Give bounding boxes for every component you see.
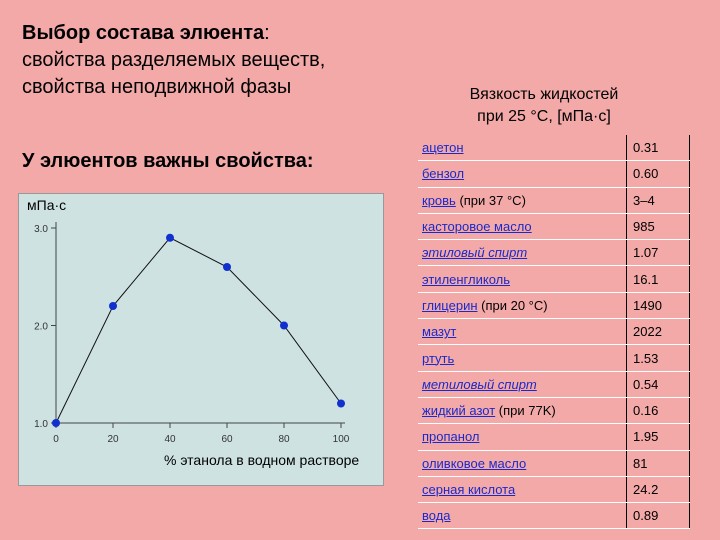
liquid-link[interactable]: мазут <box>422 324 457 340</box>
liquid-link[interactable]: глицерин <box>422 297 478 313</box>
table-row <box>418 292 690 318</box>
x-tick-label: 80 <box>278 434 290 445</box>
liquid-condition-note: (при 77K) <box>495 403 556 419</box>
y-tick-label: 2.0 <box>34 321 48 333</box>
viscosity-value: 81 <box>627 450 690 476</box>
viscosity-value: 0.31 <box>627 135 690 161</box>
x-tick-label: 100 <box>332 434 350 445</box>
liquid-name-cell <box>418 345 627 371</box>
liquid-name-cell <box>418 187 627 213</box>
y-tick-label: 3.0 <box>34 224 48 235</box>
slide-title <box>22 20 325 101</box>
title-line2: свойства разделяемых веществ, <box>22 49 326 71</box>
title-line1: Выбор состава элюента <box>22 22 265 44</box>
liquid-link[interactable]: оливковое масло <box>422 455 527 471</box>
liquid-link[interactable]: вода <box>422 508 451 524</box>
title-line3: свойства неподвижной фазы <box>22 76 292 98</box>
viscosity-value: 985 <box>627 213 690 239</box>
liquid-name-cell <box>418 371 627 397</box>
chart-svg <box>19 194 385 487</box>
liquid-name-cell <box>418 450 627 476</box>
series-line <box>56 238 341 423</box>
liquid-link[interactable]: этиловый спирт <box>422 245 528 261</box>
viscosity-value: 2022 <box>627 319 690 345</box>
liquid-link[interactable]: касторовое масло <box>422 219 532 235</box>
table-row <box>418 476 690 502</box>
table-row <box>418 503 690 529</box>
liquid-name-cell <box>418 476 627 502</box>
data-point <box>223 263 231 271</box>
viscosity-value: 0.16 <box>627 397 690 423</box>
data-point <box>52 419 60 427</box>
data-point <box>337 400 345 408</box>
table-row <box>418 135 690 161</box>
liquid-link[interactable]: метиловый спирт <box>422 376 537 392</box>
table-row <box>418 161 690 187</box>
table-row <box>418 240 690 266</box>
liquid-condition-note: (при 20 °С) <box>477 297 548 313</box>
table-row <box>418 266 690 292</box>
x-axis-label: % этанола в водном растворе <box>164 452 360 468</box>
liquid-link[interactable]: бензол <box>422 166 465 182</box>
table-row <box>418 213 690 239</box>
viscosity-value: 1.95 <box>627 424 690 450</box>
x-tick-label: 20 <box>107 434 119 445</box>
liquid-name-cell <box>418 503 627 529</box>
table-caption-line2: при 25 °С, [мПа·с] <box>477 108 611 125</box>
table-row <box>418 397 690 423</box>
liquid-link[interactable]: серная кислота <box>422 482 516 497</box>
table-row <box>418 187 690 213</box>
y-tick-label: 1.0 <box>34 419 48 430</box>
table-row <box>418 424 690 450</box>
eluent-properties-heading: У элюентов важны свойства: <box>22 150 314 172</box>
viscosity-value: 1.07 <box>627 240 690 266</box>
data-point <box>166 234 174 242</box>
data-point <box>109 302 117 310</box>
viscosity-value: 1.53 <box>627 345 690 371</box>
y-axis-label: мПа·с <box>27 197 67 213</box>
viscosity-value: 1490 <box>627 292 690 318</box>
table-row <box>418 319 690 345</box>
x-tick-label: 0 <box>53 434 59 445</box>
table-caption-line1: Вязкость жидкостей <box>469 86 619 103</box>
liquid-link[interactable]: этиленгликоль <box>422 271 510 287</box>
liquid-name-cell <box>418 135 627 161</box>
table-row <box>418 450 690 476</box>
viscosity-value: 16.1 <box>627 266 690 292</box>
liquid-name-cell <box>418 213 627 239</box>
liquid-name-cell <box>418 240 627 266</box>
liquid-link[interactable]: пропанол <box>422 429 480 445</box>
viscosity-value: 0.60 <box>627 161 690 187</box>
liquid-condition-note: (при 37 °С) <box>455 192 526 208</box>
viscosity-table <box>418 135 690 529</box>
viscosity-value: 0.54 <box>627 371 690 397</box>
data-point <box>280 322 288 330</box>
liquid-name-cell <box>418 319 627 345</box>
viscosity-chart <box>18 193 384 486</box>
x-tick-label: 60 <box>221 434 233 445</box>
viscosity-value: 3–4 <box>627 187 690 213</box>
x-tick-label: 40 <box>164 434 176 445</box>
table-caption <box>426 84 662 128</box>
liquid-name-cell <box>418 266 627 292</box>
viscosity-value: 24.2 <box>627 476 690 502</box>
liquid-name-cell <box>418 161 627 187</box>
table-row <box>418 345 690 371</box>
liquid-name-cell <box>418 397 627 423</box>
table-row <box>418 371 690 397</box>
title-colon: : <box>264 22 270 44</box>
liquid-name-cell <box>418 292 627 318</box>
liquid-link[interactable]: жидкий азот <box>422 403 496 419</box>
liquid-name-cell <box>418 424 627 450</box>
viscosity-value: 0.89 <box>627 503 690 529</box>
liquid-link[interactable]: кровь <box>422 192 456 208</box>
liquid-link[interactable]: ацетон <box>422 140 464 156</box>
liquid-link[interactable]: ртуть <box>422 350 455 366</box>
